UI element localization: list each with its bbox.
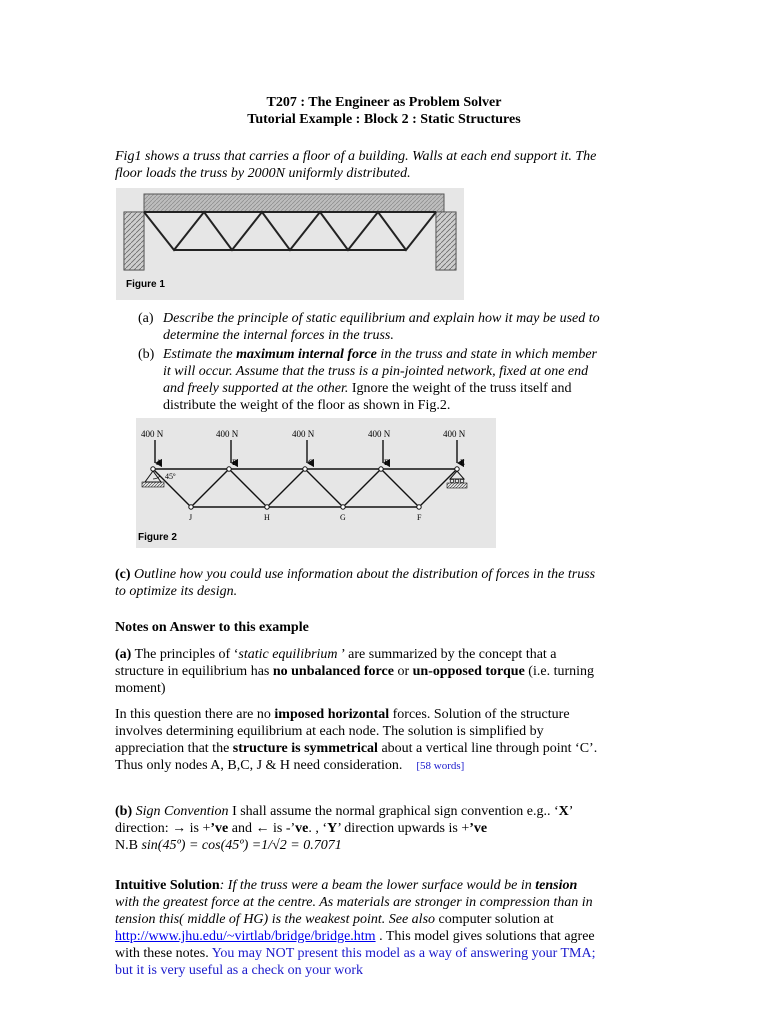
- int-l2: with the greatest force at the centre. As materials are stronger in compression than in: [115, 895, 593, 910]
- int-l3-it: tension this( middle of HG) is the weakest point. See also: [115, 912, 436, 927]
- notes-a: [115, 646, 655, 697]
- notes-b-is1: is +: [186, 821, 211, 836]
- arrow-left-icon: ←: [255, 821, 270, 836]
- angle-label: 45º: [165, 472, 176, 481]
- int-l6-blue: but it is very useful as a check on your work: [115, 963, 364, 978]
- virtlab-bridge-link[interactable]: http://www.jhu.edu/~virtlab/bridge/bridge.htm: [115, 929, 376, 944]
- p2-l1-b: imposed horizontal: [274, 707, 390, 722]
- doc-title-line2: Tutorial Example : Block 2 : Static Structures: [247, 112, 521, 127]
- figure-1-caption: Figure 1: [126, 279, 165, 290]
- question-b-l3-it: and freely supported at the other.: [163, 381, 349, 396]
- p2-l4: Thus only nodes A, B,C, J & H need consideration.: [115, 758, 403, 773]
- figure-1-truss-drawing: [116, 188, 464, 300]
- node-label-J: J: [189, 513, 193, 522]
- notes-b-is2: is -’: [269, 821, 296, 836]
- notes-a-l2-mid: or: [393, 664, 413, 679]
- figure-2: [136, 418, 496, 548]
- p2-l3-pre: appreciation that the: [115, 741, 233, 756]
- notes-a-l1-pre: The principles of ‘: [131, 647, 239, 662]
- question-a-line1: Describe the principle of static equilibrium and explain how it may be used to: [163, 311, 600, 326]
- notes-b-x: X: [558, 804, 569, 819]
- notes-b-mid: . , ‘: [308, 821, 328, 836]
- arrow-right-icon: →: [172, 821, 187, 836]
- question-b-line2: it will occur. Assume that the truss is a pin-jointed network, fixed at one end: [163, 364, 589, 379]
- node-label-D: D: [384, 458, 390, 467]
- notes-b-and: and: [228, 821, 256, 836]
- question-b-line4: distribute the weight of the floor as shown in Fig.2.: [163, 398, 451, 413]
- notes-a-l1-post: ’ are summarized by the concept that a: [341, 647, 557, 662]
- question-b-marker: (b): [138, 347, 155, 362]
- notes-a-l2-post: (i.e. turning: [524, 664, 595, 679]
- notes-heading: Notes on Answer to this example: [115, 620, 309, 635]
- intro-line2: floor loads the truss by 2000N uniformly distributed.: [115, 166, 411, 181]
- p2-l2: involves determining equilibrium at each node. The solution is simplified by: [115, 724, 544, 739]
- question-b-l3-rest: Ignore the weight of the truss itself and: [348, 381, 572, 396]
- notes-b-l3-pre: N.B: [115, 838, 142, 853]
- part-c-line1: Outline how you could use information about the distribution of forces in the truss: [130, 567, 596, 582]
- p2-l3-post: about a vertical line through point ‘C’.: [377, 741, 598, 756]
- notes-a-l1-it: static equilibrium: [238, 647, 342, 662]
- word-count: [58 words]: [416, 760, 465, 772]
- notes-a-marker: (a): [115, 647, 132, 662]
- figure-1: [116, 188, 464, 300]
- int-l3-post: computer solution at: [435, 912, 554, 927]
- part-c-line2: to optimize its design.: [115, 584, 238, 599]
- load-label-B: 400 N: [216, 429, 239, 439]
- notes-b-y: Y: [327, 821, 338, 836]
- notes-para-2: [115, 706, 655, 775]
- part-c-marker: (c): [115, 567, 131, 582]
- load-label-A: 400 N: [141, 429, 164, 439]
- int-l4-post: . This model gives solutions that agree: [375, 929, 595, 944]
- intro-line1: Fig1 shows a truss that carries a floor of a building. Walls at each end support it. The: [115, 149, 597, 164]
- node-label-E: E: [460, 458, 465, 467]
- notes-b-l1-it: Sign Convention: [132, 804, 229, 819]
- p2-l1-post: forces. Solution of the structure: [389, 707, 570, 722]
- notes-b-l2-pre: direction:: [115, 821, 173, 836]
- p2-l1-pre: In this question there are no: [115, 707, 275, 722]
- question-a-line2: determine the internal forces in the truss.: [163, 328, 394, 343]
- question-b-l1-pre: Estimate the: [163, 347, 237, 362]
- notes-b-l1-post: I shall assume the normal graphical sign convention e.g.. ‘: [228, 804, 559, 819]
- notes-b: [115, 803, 655, 854]
- int-l5-pre: with these notes.: [115, 946, 212, 961]
- notes-a-l2-b2: un-opposed torque: [412, 664, 525, 679]
- notes-a-l2-b1: no unbalanced force: [272, 664, 394, 679]
- load-label-E: 400 N: [443, 429, 466, 439]
- load-label-C: 400 N: [292, 429, 315, 439]
- question-a-marker: (a): [138, 311, 154, 326]
- p2-l3-b: structure is symmetrical: [232, 741, 378, 756]
- notes-a-l2-pre: structure in equilibrium has: [115, 664, 273, 679]
- notes-a-l3: moment): [115, 681, 166, 696]
- doc-title-line1: T207 : The Engineer as Problem Solver: [266, 95, 502, 110]
- notes-b-ve3: ’ve: [469, 821, 488, 836]
- notes-b-l3-it: sin(45º) = cos(45º) =1/√2 = 0.7071: [141, 838, 342, 853]
- notes-b-l2-post: ’ direction upwards is +: [337, 821, 470, 836]
- int-l1-it: : If the truss were a beam the lower surface would be in: [219, 878, 536, 893]
- node-label-A: A: [156, 458, 162, 467]
- figure-2-truss-drawing: [136, 418, 496, 548]
- node-label-G: G: [340, 513, 346, 522]
- int-l1-bi: tension: [535, 878, 578, 893]
- node-label-B: B: [232, 458, 238, 467]
- int-l5-blue: You may NOT present this model as a way of answering your TMA;: [211, 946, 596, 961]
- node-label-H: H: [264, 513, 270, 522]
- node-label-C: C: [308, 458, 314, 467]
- load-label-D: 400 N: [368, 429, 391, 439]
- notes-b-marker: (b): [115, 804, 133, 819]
- notes-b-ve2: ve: [295, 821, 309, 836]
- part-c: [115, 566, 655, 600]
- question-b-l1-post: in the truss and state in which member: [376, 347, 598, 362]
- notes-b-ve1: ’ve: [210, 821, 229, 836]
- int-heading: Intuitive Solution: [115, 878, 220, 893]
- intuitive-solution: [115, 877, 655, 979]
- question-b-l1-bold: maximum internal force: [236, 347, 377, 362]
- node-label-F: F: [417, 513, 422, 522]
- figure-2-caption: Figure 2: [138, 532, 177, 543]
- notes-b-l1-end: ’: [568, 804, 574, 819]
